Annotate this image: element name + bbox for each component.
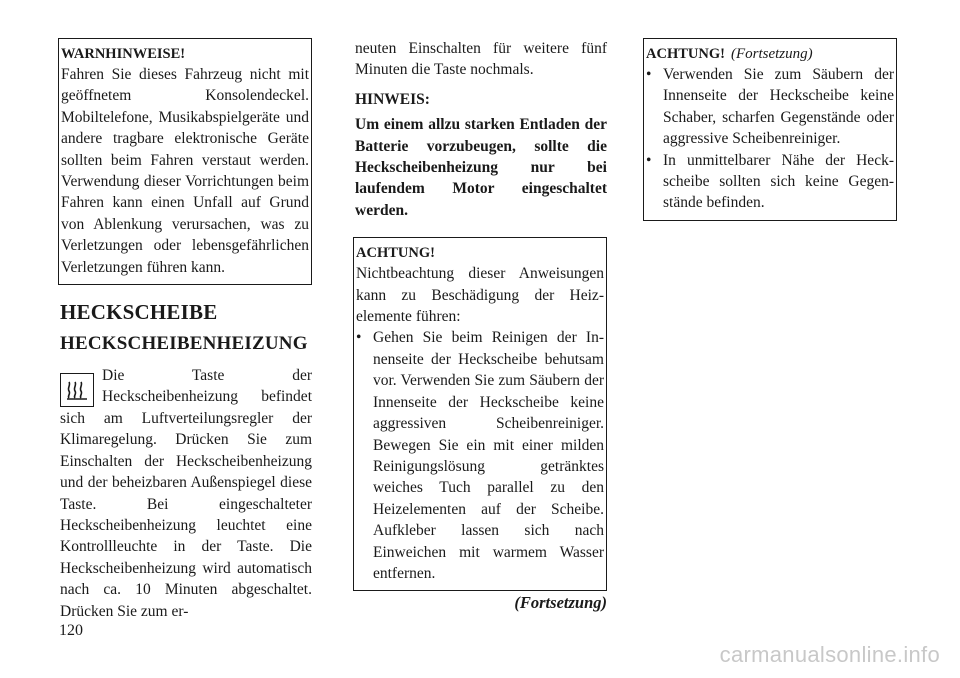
rear-defrost-icon bbox=[60, 373, 94, 407]
caution-bullet: • Gehen Sie beim Reinigen der Innenseite der Heckscheibe behutsam vor. Verwenden Sie zum Säubern der Innenseite der Heckscheibe keine aggressiven Scheibenreiniger. Bewegen Sie ein mit einer milden Reinigungslösung getränktes weiches Tuch parallel zu den Heizelementen auf der Scheibe. Aufkleber lassen sich nach Einweichen mit warmem Wasser entfernen. bbox=[356, 327, 604, 584]
warning-title: WARNHINWEISE! bbox=[61, 46, 186, 62]
column-left bbox=[60, 38, 312, 622]
caution-list bbox=[356, 327, 604, 584]
warning-text: Fahren Sie dieses Fahrzeug nicht mit geöffnetem Konsolendeckel. Mobiltelefone, Musikabspielgeräte und andere tragbare elektronische Geräte sollten beim Fahren verstaut werden. Verwendung dieser Vorrichtungen beim Fahren kann einen Unfall auf Grund von Ablenkung verursachen, was zu Verletzungen oder lebensgefährlichen Verletzungen führen kann. bbox=[61, 66, 309, 276]
caution-list bbox=[646, 64, 894, 214]
caution-bullet-1: • Verwenden Sie zum Säubern der Innenseite der Heckscheibe keine Schaber, scharfen Gegenstände oder aggressive Scheibenreiniger. bbox=[646, 64, 894, 150]
defrost-paragraph bbox=[60, 365, 312, 622]
caution-heading bbox=[646, 44, 894, 64]
continued-text: neuten Einschalten für weitere fünf Minuten die Taste nochmals. bbox=[355, 40, 607, 79]
warning-box bbox=[58, 38, 312, 285]
watermark: carmanualsonline.info bbox=[719, 642, 940, 667]
caution-continued-box bbox=[643, 38, 897, 221]
continued-label: (Fortsetzung) bbox=[514, 593, 607, 613]
defrost-text: Die Taste der Heckscheibenheizung befindet sich am Luftverteilungsregler der Klimaregelung. Drücken Sie zum Einschalten der Heckscheibenheizung und der beheizbaren Außenspiegel diese Taste. Bei eingeschalteter Heckscheibenheizung leuchtet eine Kontrollleuchte in der Taste. Die Heckscheibenheizung wird automatisch nach ca. 10 Minuten abgeschaltet. Drücken Sie zum er- bbox=[60, 367, 312, 620]
caution-text: Nichtbeachtung dieser Anweisungen kann zu Beschädigung der Heizelemente führen: bbox=[356, 265, 604, 326]
subsection-title: HECKSCHEIBENHEIZUNG bbox=[60, 333, 308, 355]
caution-continued: (Fortsetzung) bbox=[730, 46, 813, 62]
note-text: Um einem allzu starken Entladen der Batterie vorzubeugen, sollte die Heckscheibenheizung nur bei laufendem Motor eingeschaltet werden. bbox=[355, 116, 607, 219]
section-title: HECKSCHEIBE bbox=[60, 300, 218, 325]
caution-title: ACHTUNG! bbox=[356, 245, 435, 262]
caution-title: ACHTUNG! bbox=[646, 46, 725, 62]
column-right bbox=[645, 38, 897, 221]
caution-bullet-2: • In unmittelbarer Nähe der Heckscheibe sollten sich keine Gegenstände befinden. bbox=[646, 150, 894, 214]
page-number: 120 bbox=[59, 622, 83, 639]
column-middle bbox=[355, 38, 607, 613]
note-title: HINWEIS: bbox=[355, 90, 430, 108]
caution-box bbox=[353, 237, 607, 591]
